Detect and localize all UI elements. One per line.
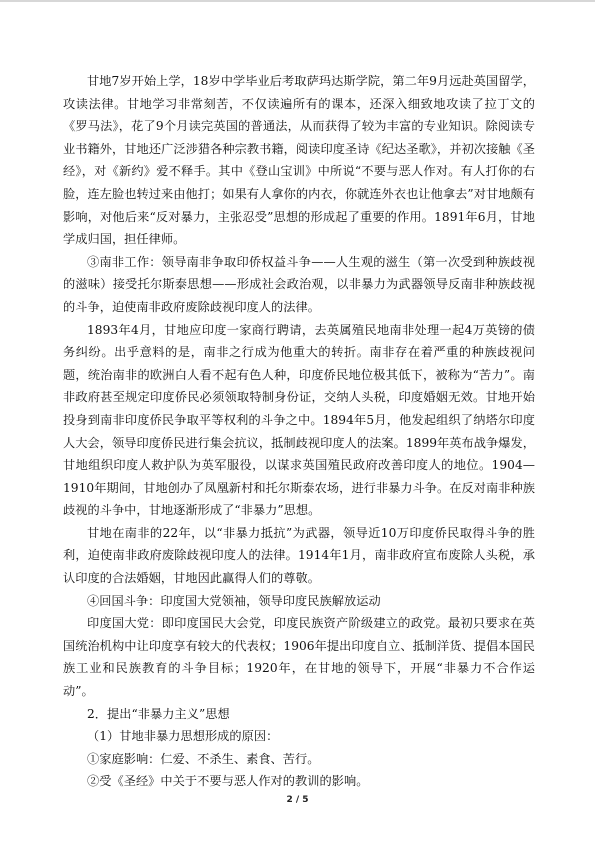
paragraph-22-years-in-south-africa: 甘地在南非的22年，以“非暴力抵抗”为武器，领导近10万印度侨民取得斗争的胜利，迫使南非政府废除歧视印度人的法律。1914年1月，南非政府宣布废除人头税，承认印度的合法婚姻，甘地因此赢得人们的尊敬。 bbox=[63, 525, 535, 586]
paragraph-1893-south-africa: 1893年4月，甘地应印度一家商行聘请，去英属殖民地南非处理一起4万英镑的债务纠纷。出乎意料的是，南非之行成为他重大的转折。南非存在着严重的种族歧视问题，统治南非的欧洲白人看不起有色人种，印度侨民地位极其低下，被称为“苦力”。南非政府甚至规定印度侨民必须领取特制身份证，交纳人头税，印度婚姻无效。甘地开始投身到南非印度侨民争取平等权利的斗争之中。1894年5月，他发起组织了纳塔尔印度人大会，领导印度侨民进行集会抗议，抵制歧视印度人的法案。1899年英布战争爆发，甘地组织印度人救护队为英军服役，以谋求英国殖民政府改善印度人的地位。1904—1910年期间，甘地创办了凤凰新村和托尔斯泰农场，进行非暴力斗争。在反对南非种族歧视的斗争中，甘地逐渐形成了“非暴力”思想。 bbox=[63, 322, 535, 518]
subheading-causes: （1）甘地非暴力思想形成的原因： bbox=[87, 729, 279, 744]
paragraph-return-struggle: ④回国斗争：印度国大党领袖，领导印度民族解放运动 bbox=[87, 593, 381, 608]
paragraph-indian-national-congress: 印度国大党：即印度国民大会党，印度民族资产阶级建立的政党。最初只要求在英国统治机构中让印度享有较大的代表权；1906年提出印度自立、抵制洋货、提倡本国民族工业和民族教育的斗争目标；1920年，在甘地的领导下，开展“非暴力不合作运动”。 bbox=[63, 616, 535, 699]
list-item-bible-influence: ②受《圣经》中关于不要与恶人作对的教训的影响。 bbox=[87, 774, 369, 789]
page-number: 2 / 5 bbox=[286, 795, 309, 805]
list-item-family-influence: ①家庭影响：仁爱、不杀生、素食、苦行。 bbox=[87, 751, 320, 766]
paragraph-south-africa-work: ③南非工作：领导南非争取印侨权益斗争——人生观的滋生（第一次受到种族歧视的滋味）接受托尔斯泰思想——形成社会政治观，以非暴力为武器领导反南非种族歧视的斗争，迫使南非政府废除歧视印度人的法律。 bbox=[63, 254, 535, 314]
top-border-line bbox=[0, 0, 595, 2]
section-heading-nonviolence: 2．提出“非暴力主义”思想 bbox=[87, 706, 230, 721]
paragraph-gandhi-education: 甘地7岁开始上学，18岁中学毕业后考取萨玛达斯学院，第二年9月远赴英国留学，攻读法律。甘地学习非常刻苦，不仅读遍所有的课本，还深入细致地攻读了拉丁文的《罗马法》，花了9个月读完英国的普通法，从而获得了较为丰富的专业知识。除阅读专业书籍外，甘地还广泛涉猎各种宗教书籍，阅读印度圣诗《纪达圣歌》，并初次接触《圣经》，对《新约》爱不释手。其中《登山宝训》中所说“不要与恶人作对。有人打你的右脸，连左脸也转过来由他打；如果有人拿你的内衣，你就连外衣也让他拿去”对甘地颇有影响，对他后来“反对暴力，主张忍受”思想的形成起了重要的作用。1891年6月，甘地学成归国，担任律师。 bbox=[63, 74, 535, 247]
body-text bbox=[63, 70, 535, 793]
